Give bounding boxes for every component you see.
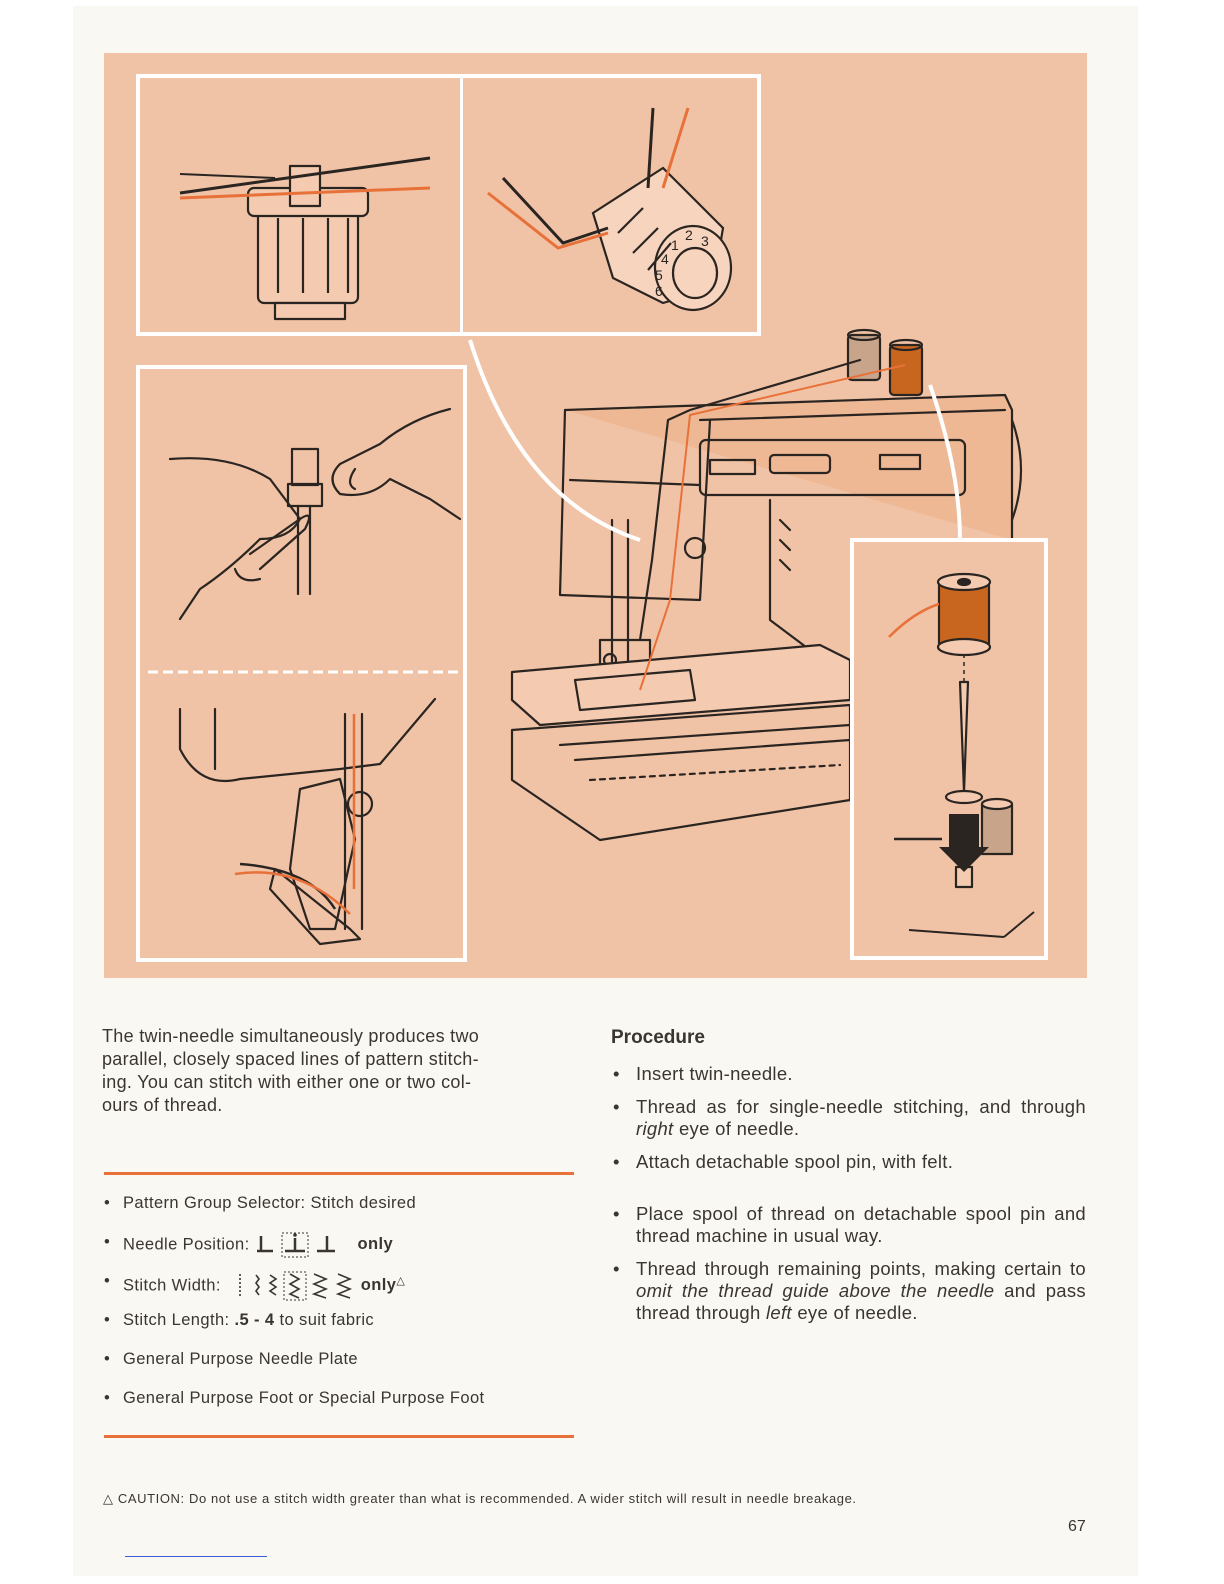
spool-pin-drawing xyxy=(854,542,1048,960)
spec-pattern-group: • Pattern Group Selector: Stitch desired xyxy=(104,1194,417,1212)
procedure-step: • Attach detachable spool pin, with felt. xyxy=(613,1151,954,1172)
twin-needle-panel xyxy=(136,365,467,962)
spec-needle-plate: • General Purpose Needle Plate xyxy=(104,1350,359,1368)
tension-dial-panel xyxy=(463,74,761,336)
intro-line: parallel, closely spaced lines of pattern stitch- xyxy=(102,1049,479,1069)
procedure-step: • Place spool of thread on detachable spool pin and thread machine in usual way. xyxy=(613,1203,1086,1246)
step-text: Place spool of thread on detachable spool pin and thread machine in usual way. xyxy=(636,1203,1086,1246)
step-text: Thread as for single-needle stitching, and through xyxy=(636,1096,1086,1117)
step-text: eye of needle. xyxy=(791,1302,918,1323)
spec-suffix: only xyxy=(360,1276,397,1295)
dial-number-1: 1 xyxy=(671,237,679,253)
twin-needle-drawing xyxy=(140,369,467,962)
procedure-steps xyxy=(611,1063,1086,1324)
procedure-step: • Insert twin-needle. xyxy=(613,1063,793,1084)
spool-pin-panel xyxy=(850,538,1048,960)
needle-position-symbols xyxy=(255,1232,339,1258)
step-emphasis: right xyxy=(636,1118,674,1139)
spec-stitch-width: • Stitch Width: only△ xyxy=(104,1271,574,1291)
procedure-step: • Thread as for single-needle stitching, and through right eye of needle. xyxy=(613,1096,1086,1139)
intro-line: ing. You can stitch with either one or two col- xyxy=(102,1072,472,1092)
spec-text: General Purpose Needle Plate xyxy=(123,1350,359,1368)
step-emphasis: omit the thread guide above the needle xyxy=(636,1280,995,1301)
spec-stitch-length: • Stitch Length: .5 - 4 to suit fabric xyxy=(104,1311,375,1329)
intro-section xyxy=(102,1025,577,1117)
caution-note xyxy=(103,1491,857,1507)
bottom-orange-rule xyxy=(104,1435,574,1438)
dial-number-2: 2 xyxy=(685,227,693,243)
caution-text: CAUTION: Do not use a stitch width greater than what is recommended. A wider stitch will result in needle breakage. xyxy=(117,1491,857,1506)
step-text: and pass thread through xyxy=(636,1280,1086,1323)
step-text: eye of needle. xyxy=(673,1118,800,1139)
spec-suffix: to suit fabric xyxy=(279,1311,375,1329)
intro-line: The twin-needle simultaneously produces two xyxy=(102,1026,480,1046)
spec-text: General Purpose Foot or Special Purpose Foot xyxy=(123,1389,485,1407)
dial-number-4: 4 xyxy=(661,251,669,267)
spec-label: Stitch Width: xyxy=(123,1276,221,1295)
top-orange-rule xyxy=(104,1172,574,1175)
settings-list xyxy=(104,1193,574,1427)
dial-number-3: 3 xyxy=(701,233,709,249)
step-text: Attach detachable spool pin, with felt. xyxy=(636,1151,954,1172)
procedure-step: • Thread through remaining points, making certain to omit the thread guide above the needle and pass thread through left eye of needle. xyxy=(613,1258,1086,1323)
procedure-heading: Procedure xyxy=(611,1027,705,1048)
step-emphasis: left xyxy=(765,1302,792,1323)
intro-line: ours of thread. xyxy=(102,1095,223,1115)
step-text: Thread through remaining points, making certain to xyxy=(636,1258,1086,1279)
link-underline xyxy=(125,1556,267,1557)
dial-number-5: 5 xyxy=(655,267,663,283)
spec-label: Needle Position: xyxy=(123,1235,250,1254)
spec-label: Stitch Length: xyxy=(123,1311,230,1329)
spec-needle-position: • Needle Position: only xyxy=(104,1232,574,1252)
stitch-width-symbols xyxy=(226,1271,354,1301)
spec-text: Pattern Group Selector: Stitch desired xyxy=(123,1194,417,1212)
caution-mark: △ xyxy=(396,1275,406,1287)
tension-dial-drawing xyxy=(463,78,761,336)
intro-paragraph xyxy=(102,1025,577,1117)
caution-mark: △ xyxy=(103,1491,114,1506)
stitch-length-value: .5 - 4 xyxy=(234,1311,275,1329)
step-text: Insert twin-needle. xyxy=(636,1063,793,1084)
page-number: 67 xyxy=(1068,1518,1086,1535)
spec-suffix: only xyxy=(357,1235,394,1254)
procedure-section xyxy=(611,1027,1086,1324)
spec-foot: • General Purpose Foot or Special Purpose Foot xyxy=(104,1389,485,1407)
dial-number-6: 6 xyxy=(655,283,663,299)
